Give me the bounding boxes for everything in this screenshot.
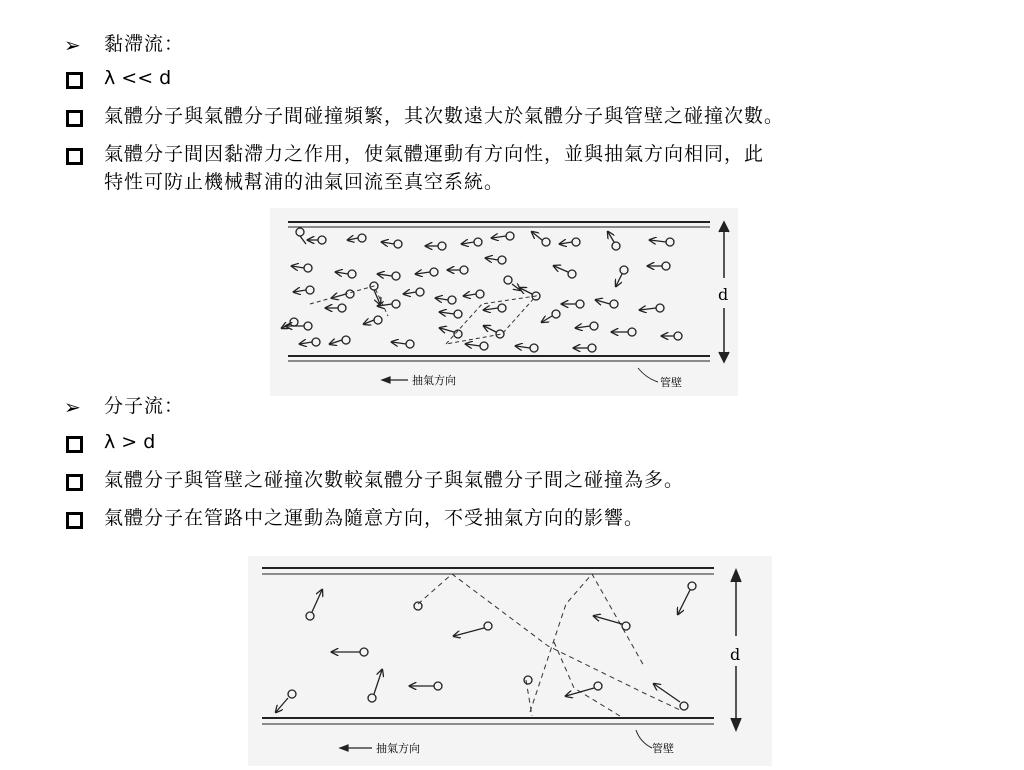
molecular-flow-svg	[248, 556, 772, 766]
diameter-label: d	[718, 285, 729, 304]
heading-text: 黏滯流：	[104, 33, 185, 55]
molecule-trajectories	[418, 574, 680, 716]
viscous-flow-diagram	[270, 208, 738, 396]
bullet-wall-collision	[0, 466, 1024, 498]
bullet-text: 氣體分子與管壁之碰撞次數較氣體分子與氣體分子間之碰撞為多。	[104, 469, 685, 491]
flow-direction-arrow	[340, 745, 372, 751]
arrow-bullet-icon: ➢	[64, 33, 81, 57]
bullet-random-motion	[0, 504, 1024, 536]
pipe-wall-label: 管壁	[660, 376, 682, 389]
flow-direction-label: 抽氣方向	[376, 742, 420, 755]
heading-text: 分子流：	[104, 395, 185, 417]
square-bullet-icon	[66, 72, 83, 89]
bullet-text: λ > d	[104, 431, 156, 453]
square-bullet-icon	[66, 110, 83, 127]
arrow-bullet-icon: ➢	[64, 395, 81, 419]
square-bullet-icon	[66, 436, 83, 453]
molecules	[282, 228, 682, 352]
bullet-text: 氣體分子間因黏滯力之作用，使氣體運動有方向性，並與抽氣方向相同，此	[104, 143, 765, 165]
diameter-label: d	[730, 645, 741, 664]
square-bullet-icon	[66, 148, 83, 165]
bullet-text: 特性可防止機械幫浦的油氣回流至真空系統。	[104, 171, 505, 193]
flow-direction-arrow	[382, 377, 408, 383]
square-bullet-icon	[66, 474, 83, 491]
bullet-text: 氣體分子在管路中之運動為隨意方向，不受抽氣方向的影響。	[104, 507, 645, 529]
pipe-wall-label: 管壁	[652, 742, 674, 755]
bullet-lambda-condition	[0, 64, 1024, 96]
heading-molecular-flow	[0, 392, 1024, 424]
bullet-text: λ << d	[104, 67, 172, 89]
viscous-flow-svg	[270, 208, 738, 396]
flow-direction-label: 抽氣方向	[412, 374, 456, 387]
wall-pointer	[636, 730, 652, 748]
bullet-collision	[0, 102, 1024, 134]
bullet-text: 氣體分子與氣體分子間碰撞頻繁，其次數遠大於氣體分子與管壁之碰撞次數。	[104, 105, 785, 127]
square-bullet-icon	[66, 512, 83, 529]
bullet-lambda-condition-2	[0, 428, 1024, 460]
molecular-flow-diagram	[248, 556, 772, 766]
heading-viscous-flow	[0, 30, 1024, 62]
bullet-viscous-force-cont	[0, 168, 1024, 200]
wall-pointer	[638, 368, 658, 382]
